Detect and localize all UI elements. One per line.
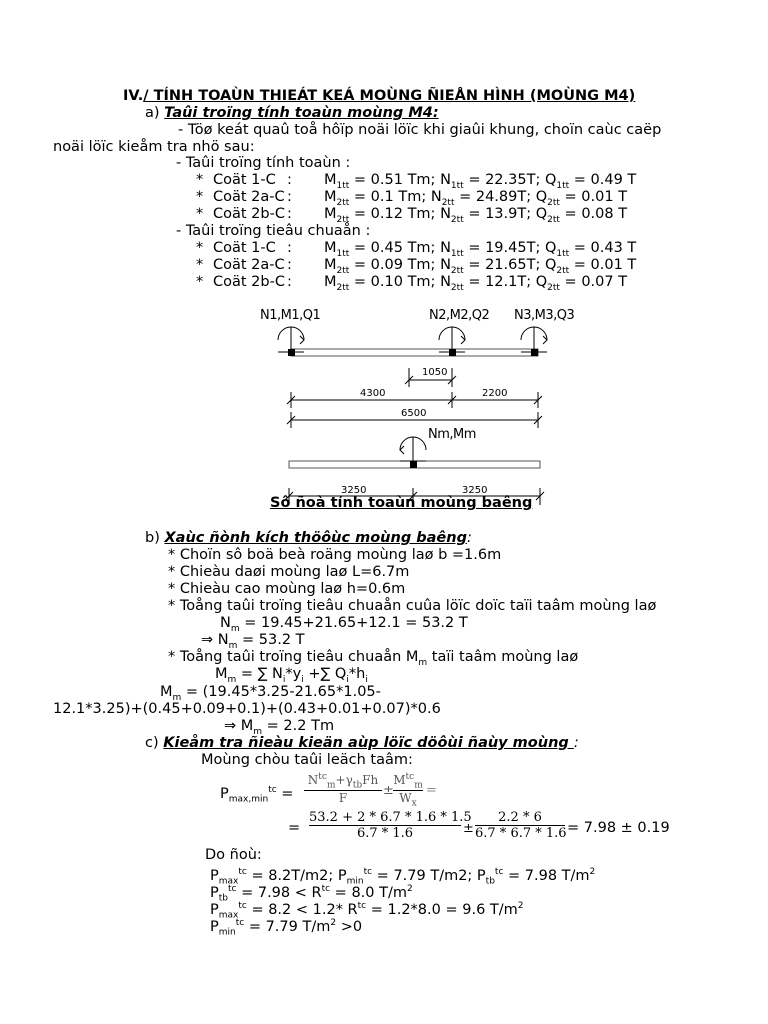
r4-a-sub: min — [218, 927, 236, 938]
row-colon: : — [287, 172, 292, 188]
section-b-title: Xaùc ñònh kích thöôùc moùng baêng — [164, 530, 467, 546]
f4-denominator: 6.7 * 6.7 * 1.6 — [475, 826, 567, 841]
f1-denominator: F — [338, 791, 348, 806]
mm-res-sub: m — [253, 726, 263, 737]
dim-1050: 1050 — [422, 367, 448, 378]
beam-top — [291, 349, 538, 356]
row-m-symbol: M — [324, 206, 337, 222]
row-column-name: Coät 2a-C — [213, 257, 285, 273]
load-label-2: N2,M2,Q2 — [429, 308, 490, 323]
row-m-symbol: M — [324, 172, 337, 188]
row-bullet: * — [196, 274, 204, 290]
dim-4300: 4300 — [360, 388, 386, 399]
load-arrow-2 — [439, 327, 465, 352]
support-node-1 — [288, 349, 295, 356]
section-b-title-line — [145, 530, 472, 547]
row-bullet: * — [196, 257, 204, 273]
r1-a-sub: max — [218, 876, 239, 887]
r2-a-sub: tb — [218, 893, 228, 904]
f4-numerator: 2.2 * 6 — [475, 810, 565, 826]
row-q-value: = 0.49 T — [569, 172, 637, 188]
section-c-label: c) — [145, 735, 159, 751]
r4-c: >0 — [336, 918, 363, 935]
b-line-3: * Chieàu cao moùng laø h=0.6m — [168, 581, 406, 597]
mmc-sub: m — [172, 692, 182, 703]
mmf-isub3: i — [346, 674, 349, 685]
row-n-symbol: N — [440, 274, 451, 290]
row-n-value: = 12.1T; — [463, 274, 536, 290]
c-line-1: Moùng chòu taûi leäch taâm: — [201, 752, 413, 768]
row2-result: = 7.98 ± 0.19 — [567, 820, 670, 836]
nm-eq-value: = 19.45+21.65+12.1 = 53.2 T — [239, 615, 468, 631]
row-m-symbol: M — [324, 240, 337, 256]
r3-a: P — [210, 901, 219, 918]
r3-a-sub: max — [218, 910, 239, 921]
p-lhs-sup: tc — [268, 785, 277, 795]
row-m-symbol: M — [324, 189, 337, 205]
row-q-symbol: Q — [535, 189, 548, 205]
f2-d-sub: x — [411, 798, 417, 809]
f1-n-sub2: tb — [352, 780, 363, 791]
row-q-symbol: Q — [544, 257, 557, 273]
f1-numerator — [304, 772, 382, 791]
row-column-name: Coät 2a-C — [213, 189, 285, 205]
row-q-sub: 2tt — [556, 265, 570, 276]
row-q-value: = 0.07 T — [559, 274, 628, 290]
row-n-symbol: N — [430, 189, 442, 205]
mmc-pre: M — [160, 684, 173, 700]
row-bullet: * — [196, 240, 204, 256]
row-m-sub: 2tt — [336, 214, 350, 225]
r4-b: = 7.79 T/m — [244, 918, 331, 935]
f2-numerator — [393, 772, 423, 791]
r1-d: = 7.98 T/m — [503, 867, 590, 884]
row-n-sub: 2tt — [441, 197, 455, 208]
result-line-4 — [210, 915, 362, 942]
dim-2200: 2200 — [482, 388, 508, 399]
row-m-sub: 2tt — [336, 197, 350, 208]
row-q-symbol: Q — [544, 172, 557, 188]
row-n-sub: 2tt — [450, 214, 464, 225]
mmf-isub4: i — [365, 674, 368, 685]
row-q-symbol: Q — [544, 240, 557, 256]
nm-symbol: N — [220, 615, 231, 631]
row-colon: : — [287, 274, 292, 290]
row-m-sub: 2tt — [336, 265, 350, 276]
row-n-symbol: N — [440, 206, 451, 222]
b-line-2: * Chieàu daøi moùng laø L=6.7m — [168, 564, 410, 580]
f1-n-rest: +γ — [335, 773, 353, 787]
row-colon: : — [287, 189, 292, 205]
mmf-d: *h — [348, 666, 366, 682]
f1-n-sup: tc — [318, 772, 327, 782]
row-q-value: = 0.43 T — [569, 240, 637, 256]
row-q-sub: 2tt — [547, 197, 560, 208]
row-column-name: Coät 1-C — [213, 240, 276, 256]
nm-sub: m — [230, 623, 240, 634]
tt-heading: - Taûi troïng tính toaùn : — [176, 155, 351, 171]
row-n-symbol: N — [440, 172, 451, 188]
fraction-symbolic-1 — [304, 772, 382, 805]
f2-n: M — [393, 773, 406, 787]
load-arrow-3 — [521, 327, 547, 352]
row-m-value: = 0.45 Tm; — [349, 240, 441, 256]
r2-b-sup: tc — [321, 884, 331, 894]
r2-b: = 7.98 < R — [236, 884, 322, 901]
b5-post: taïi taâm moùng laø — [427, 649, 579, 665]
row-bullet: * — [196, 206, 204, 222]
plus-minus-1: ± — [383, 783, 394, 798]
f3-numerator: 53.2 + 2 * 6.7 * 1.6 * 1.5 — [309, 810, 472, 825]
load-label-1: N1,M1,Q1 — [260, 308, 321, 323]
row-bullet: * — [196, 172, 204, 188]
row-colon: : — [287, 257, 292, 273]
b-line-1: * Choïn sô boä beà roäng moùng laø b =1.6m — [168, 547, 502, 563]
fraction-numeric-1 — [309, 810, 472, 841]
row-n-symbol: N — [440, 240, 451, 256]
dim-3250-left: 3250 — [341, 485, 367, 496]
row-n-value: = 24.89T; — [454, 189, 536, 205]
row-n-symbol: N — [440, 257, 451, 273]
row-m-value: = 0.10 Tm; — [349, 274, 441, 290]
row-q-value: = 0.01 T — [559, 189, 628, 205]
row-q-value: = 0.08 T — [559, 206, 628, 222]
r4-a-sup: tc — [235, 918, 245, 928]
row-m-sub: 2tt — [336, 282, 350, 293]
heading-prefix: IV. — [123, 88, 144, 104]
mmf-isub1: i — [282, 674, 286, 685]
row-n-value: = 22.35T; — [463, 172, 545, 188]
diagram-caption: Sô ñoà tính toaùn moùng baêng — [270, 495, 533, 511]
row2-equals: = — [288, 820, 301, 836]
row-q-sub: 1tt — [556, 248, 570, 259]
row-n-sub: 2tt — [450, 282, 464, 293]
row-m-value: = 0.09 Tm; — [349, 257, 441, 273]
b-line-4: * Toång taûi troïng tieâu chuaån cuûa löïc doïc taïi taâm moùng laø — [168, 598, 657, 614]
r3-b-sup: tc — [357, 901, 367, 911]
row-n-value: = 21.65T; — [463, 257, 545, 273]
mm-res-value: = 2.2 Tm — [262, 718, 335, 734]
b5-pre: * Toång taûi troïng tieâu chuaån M — [168, 649, 419, 665]
f1-n: N — [307, 773, 319, 787]
mmf-c: +∑ Q — [303, 666, 347, 682]
load-label-3: N3,M3,Q3 — [514, 308, 575, 323]
resultant-arrow — [400, 437, 426, 464]
gray-equals: = — [426, 783, 437, 798]
r1-d-sup: 2 — [589, 867, 596, 877]
row-q-symbol: Q — [535, 206, 548, 222]
r3-c-sup: 2 — [517, 901, 524, 911]
fraction-symbolic-2 — [393, 772, 423, 809]
row-m-value: = 0.1 Tm; — [349, 189, 431, 205]
row-m-value: = 0.12 Tm; — [349, 206, 441, 222]
b5-sub: m — [418, 657, 428, 668]
resultant-label: Nm,Mm — [428, 427, 476, 442]
section-a-label: a) — [145, 105, 160, 121]
row-colon: : — [287, 240, 292, 256]
dim-6500: 6500 — [401, 408, 427, 419]
resultant-node — [410, 461, 417, 468]
row-q-symbol: Q — [535, 274, 548, 290]
r1-b: = 8.2T/m2; P — [246, 867, 347, 884]
p-lhs: P — [220, 785, 229, 802]
p-lhs-sub: max,min — [228, 794, 269, 805]
section-b-label: b) — [145, 530, 160, 546]
r3-b: = 8.2 < 1.2* R — [246, 901, 358, 918]
fraction-numeric-2 — [475, 810, 565, 841]
nm-res-sub: m — [228, 640, 238, 651]
do-do: Do ñoù: — [205, 847, 262, 863]
section-c-colon: : — [573, 735, 579, 751]
mmf-sub: m — [227, 674, 237, 685]
r1-b-sub: min — [346, 876, 364, 887]
intro-line-2: noäi löïc kieåm tra nhö sau: — [53, 139, 255, 155]
row-column-name: Coät 2b-C — [213, 206, 285, 222]
row-q-sub: 2tt — [547, 282, 560, 293]
support-node-2 — [449, 349, 456, 356]
row-m-symbol: M — [324, 257, 337, 273]
row-n-sub: 2tt — [450, 265, 464, 276]
row-n-sub: 1tt — [450, 180, 464, 191]
row-n-sub: 1tt — [450, 248, 464, 259]
r1-c: = 7.79 T/m2; P — [372, 867, 486, 884]
f3-denominator: 6.7 * 1.6 — [356, 826, 414, 841]
mm-res-arrow: ⇒ M — [224, 718, 254, 734]
section-b-colon: : — [466, 530, 472, 546]
row-m-symbol: M — [324, 274, 337, 290]
row-q-sub: 2tt — [547, 214, 560, 225]
section-a-title: Taûi troïng tính toaùn moùng M4: — [164, 105, 439, 121]
pressure-lhs — [220, 782, 293, 809]
row-bullet: * — [196, 189, 204, 205]
nm-res-value: = 53.2 T — [237, 632, 305, 648]
r2-c: = 8.0 T/m — [330, 884, 407, 901]
nm-res-arrow: ⇒ N — [201, 632, 229, 648]
row-m-sub: 1tt — [336, 180, 350, 191]
load-arrow-1 — [278, 327, 304, 352]
row-q-sub: 1tt — [556, 180, 570, 191]
f1-n-sub: m — [326, 780, 336, 791]
intro-line-1: - Töø keát quaû toå hôïp noäi löïc khi giaûi khung, choïn caùc caëp — [178, 122, 662, 138]
row-n-value: = 13.9T; — [463, 206, 536, 222]
mmc-1: = (19.45*3.25-21.65*1.05- — [181, 684, 381, 700]
r1-b-sup: tc — [363, 867, 373, 877]
r3-c: = 1.2*8.0 = 9.6 T/m — [366, 901, 518, 918]
f2-d: W — [399, 791, 412, 806]
mmf-b: *y — [285, 666, 302, 682]
mm-calc-line-2: 12.1*3.25)+(0.45+0.09+0.1)+(0.43+0.01+0.07)*0.6 — [53, 701, 441, 717]
row-n-value: = 19.45T; — [463, 240, 545, 256]
f2-n-sub: m — [414, 780, 423, 791]
r1-c-sub: tb — [485, 876, 495, 887]
row-column-name: Coät 1-C — [213, 172, 276, 188]
tc-heading: - Taûi troïng tieâu chuaån : — [176, 223, 371, 239]
r2-c-sup: 2 — [406, 884, 413, 894]
r1-a: P — [210, 867, 219, 884]
r2-a: P — [210, 884, 219, 901]
row-column-name: Coät 2b-C — [213, 274, 285, 290]
row-m-value: = 0.51 Tm; — [349, 172, 441, 188]
heading-text: / TÍNH TOAÙN THIEÁT KEÁ MOÙNG ÑIEÅN HÌNH (MOÙNG M4) — [143, 88, 636, 104]
mmf-a: = ∑ N — [236, 666, 283, 682]
r4-b-sup: 2 — [330, 918, 337, 928]
r1-a-sup: tc — [238, 867, 247, 877]
row-colon: : — [287, 206, 292, 222]
section-c-title-line — [145, 735, 579, 752]
f2-n-sup: tc — [405, 772, 415, 782]
support-node-3 — [531, 349, 538, 356]
r1-c-sup: tc — [494, 867, 504, 877]
mmf-pre: M — [215, 666, 228, 682]
section-c-title: Kieåm tra ñieàu kieän aùp löïc döôùi ñaùy moùng — [163, 735, 574, 751]
r2-a-sup: tc — [228, 884, 237, 894]
dim-3250-right: 3250 — [462, 485, 488, 496]
f1-n-rest2: Fh — [362, 773, 379, 787]
r4-a: P — [210, 918, 219, 935]
row-m-sub: 1tt — [336, 248, 350, 259]
mmf-isub2: i — [301, 674, 304, 685]
r3-a-sup: tc — [238, 901, 247, 911]
f2-denominator — [393, 791, 423, 808]
plus-minus-2: ± — [463, 821, 474, 836]
row-q-value: = 0.01 T — [569, 257, 637, 273]
p-lhs-eq: = — [276, 785, 294, 802]
